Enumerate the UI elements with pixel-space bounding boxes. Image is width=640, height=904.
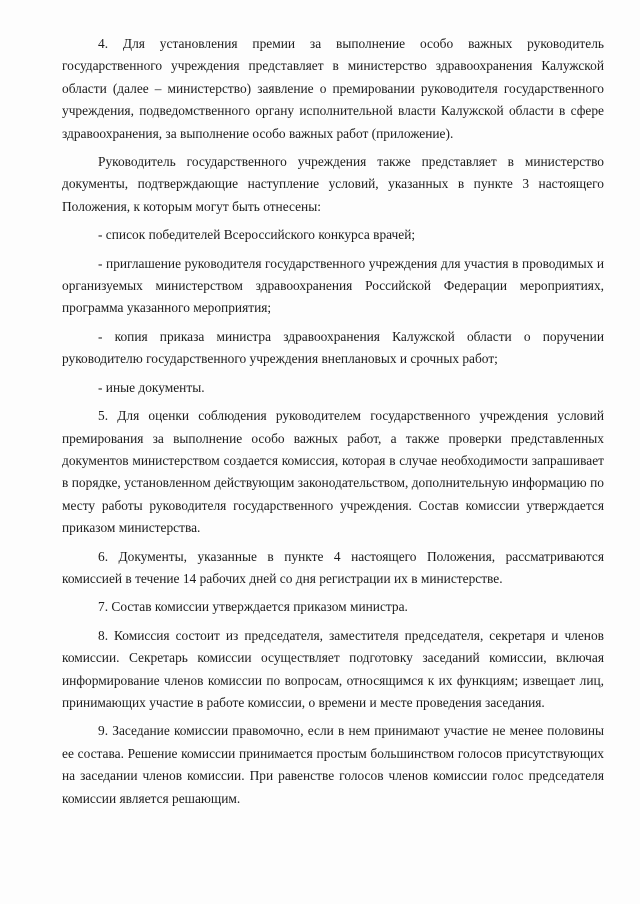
- list-item-order-copy: - копия приказа министра здравоохранения Калужской области о поручении руководителю государственного учреждения внеплановых и срочных работ;: [62, 328, 604, 367]
- paragraph-documents-intro: Руководитель государственного учреждения также представляет в министерство документы, подтверждающие наступление условий, указанных в пункте 3 настоящего Положения, к которым могут быть отнесены:: [62, 154, 604, 214]
- paragraph-5: 5. Для оценки соблюдения руководителем государственного учреждения условий премирования за выполнение особо важных работ, а также проверки представленных документов министерством создается комиссия, которая в случае необходимости запрашивает в порядке, установленном действующим законодательством, дополнительную информацию по месту работы руководителя государственного учреждения. Состав комиссии утверждается приказом министерства.: [62, 408, 604, 536]
- paragraph-6: 6. Документы, указанные в пункте 4 настоящего Положения, рассматриваются комиссией в течение 14 рабочих дней со дня регистрации их в министерстве.: [62, 548, 604, 586]
- document-body: [62, 33, 604, 816]
- paragraph-7: 7. Состав комиссии утверждается приказом министра.: [98, 599, 408, 615]
- paragraph-8: 8. Комиссия состоит из председателя, заместителя председателя, секретаря и членов комиссии. Секретарь комиссии осуществляет подготовку заседаний комиссии, включая информирование членов комиссии по вопросам, относящимся к их функциям; извещает лиц, принимающих участие в работе комиссии, о времени и месте проведения заседания.: [62, 627, 604, 710]
- paragraph-9: 9. Заседание комиссии правомочно, если в нем принимают участие не менее половины ее состава. Решение комиссии принимается простым большинством голосов присутствующих на заседании членов комиссии. При равенстве голосов членов комиссии голос председателя комиссии является решающим.: [62, 723, 604, 806]
- list-item-invitation: - приглашение руководителя государственного учреждения для участия в проводимых и организуемых министерством здравоохранения Российской Федерации мероприятиях, программа указанного мероприятия;: [62, 255, 604, 316]
- list-item-other-documents: - иные документы.: [98, 379, 205, 395]
- list-item-winners: - список победителей Всероссийского конкурса врачей;: [98, 227, 416, 243]
- paragraph-4: 4. Для установления премии за выполнение особо важных руководитель государственного учреждения представляет в министерство здравоохранения Калужской области (далее – министерство) заявление о премировании руководителя государственного учреждения, подведомственного органу исполнительной власти Калужской области в сфере здравоохранения, за выполнение особо важных работ (приложение).: [62, 36, 604, 141]
